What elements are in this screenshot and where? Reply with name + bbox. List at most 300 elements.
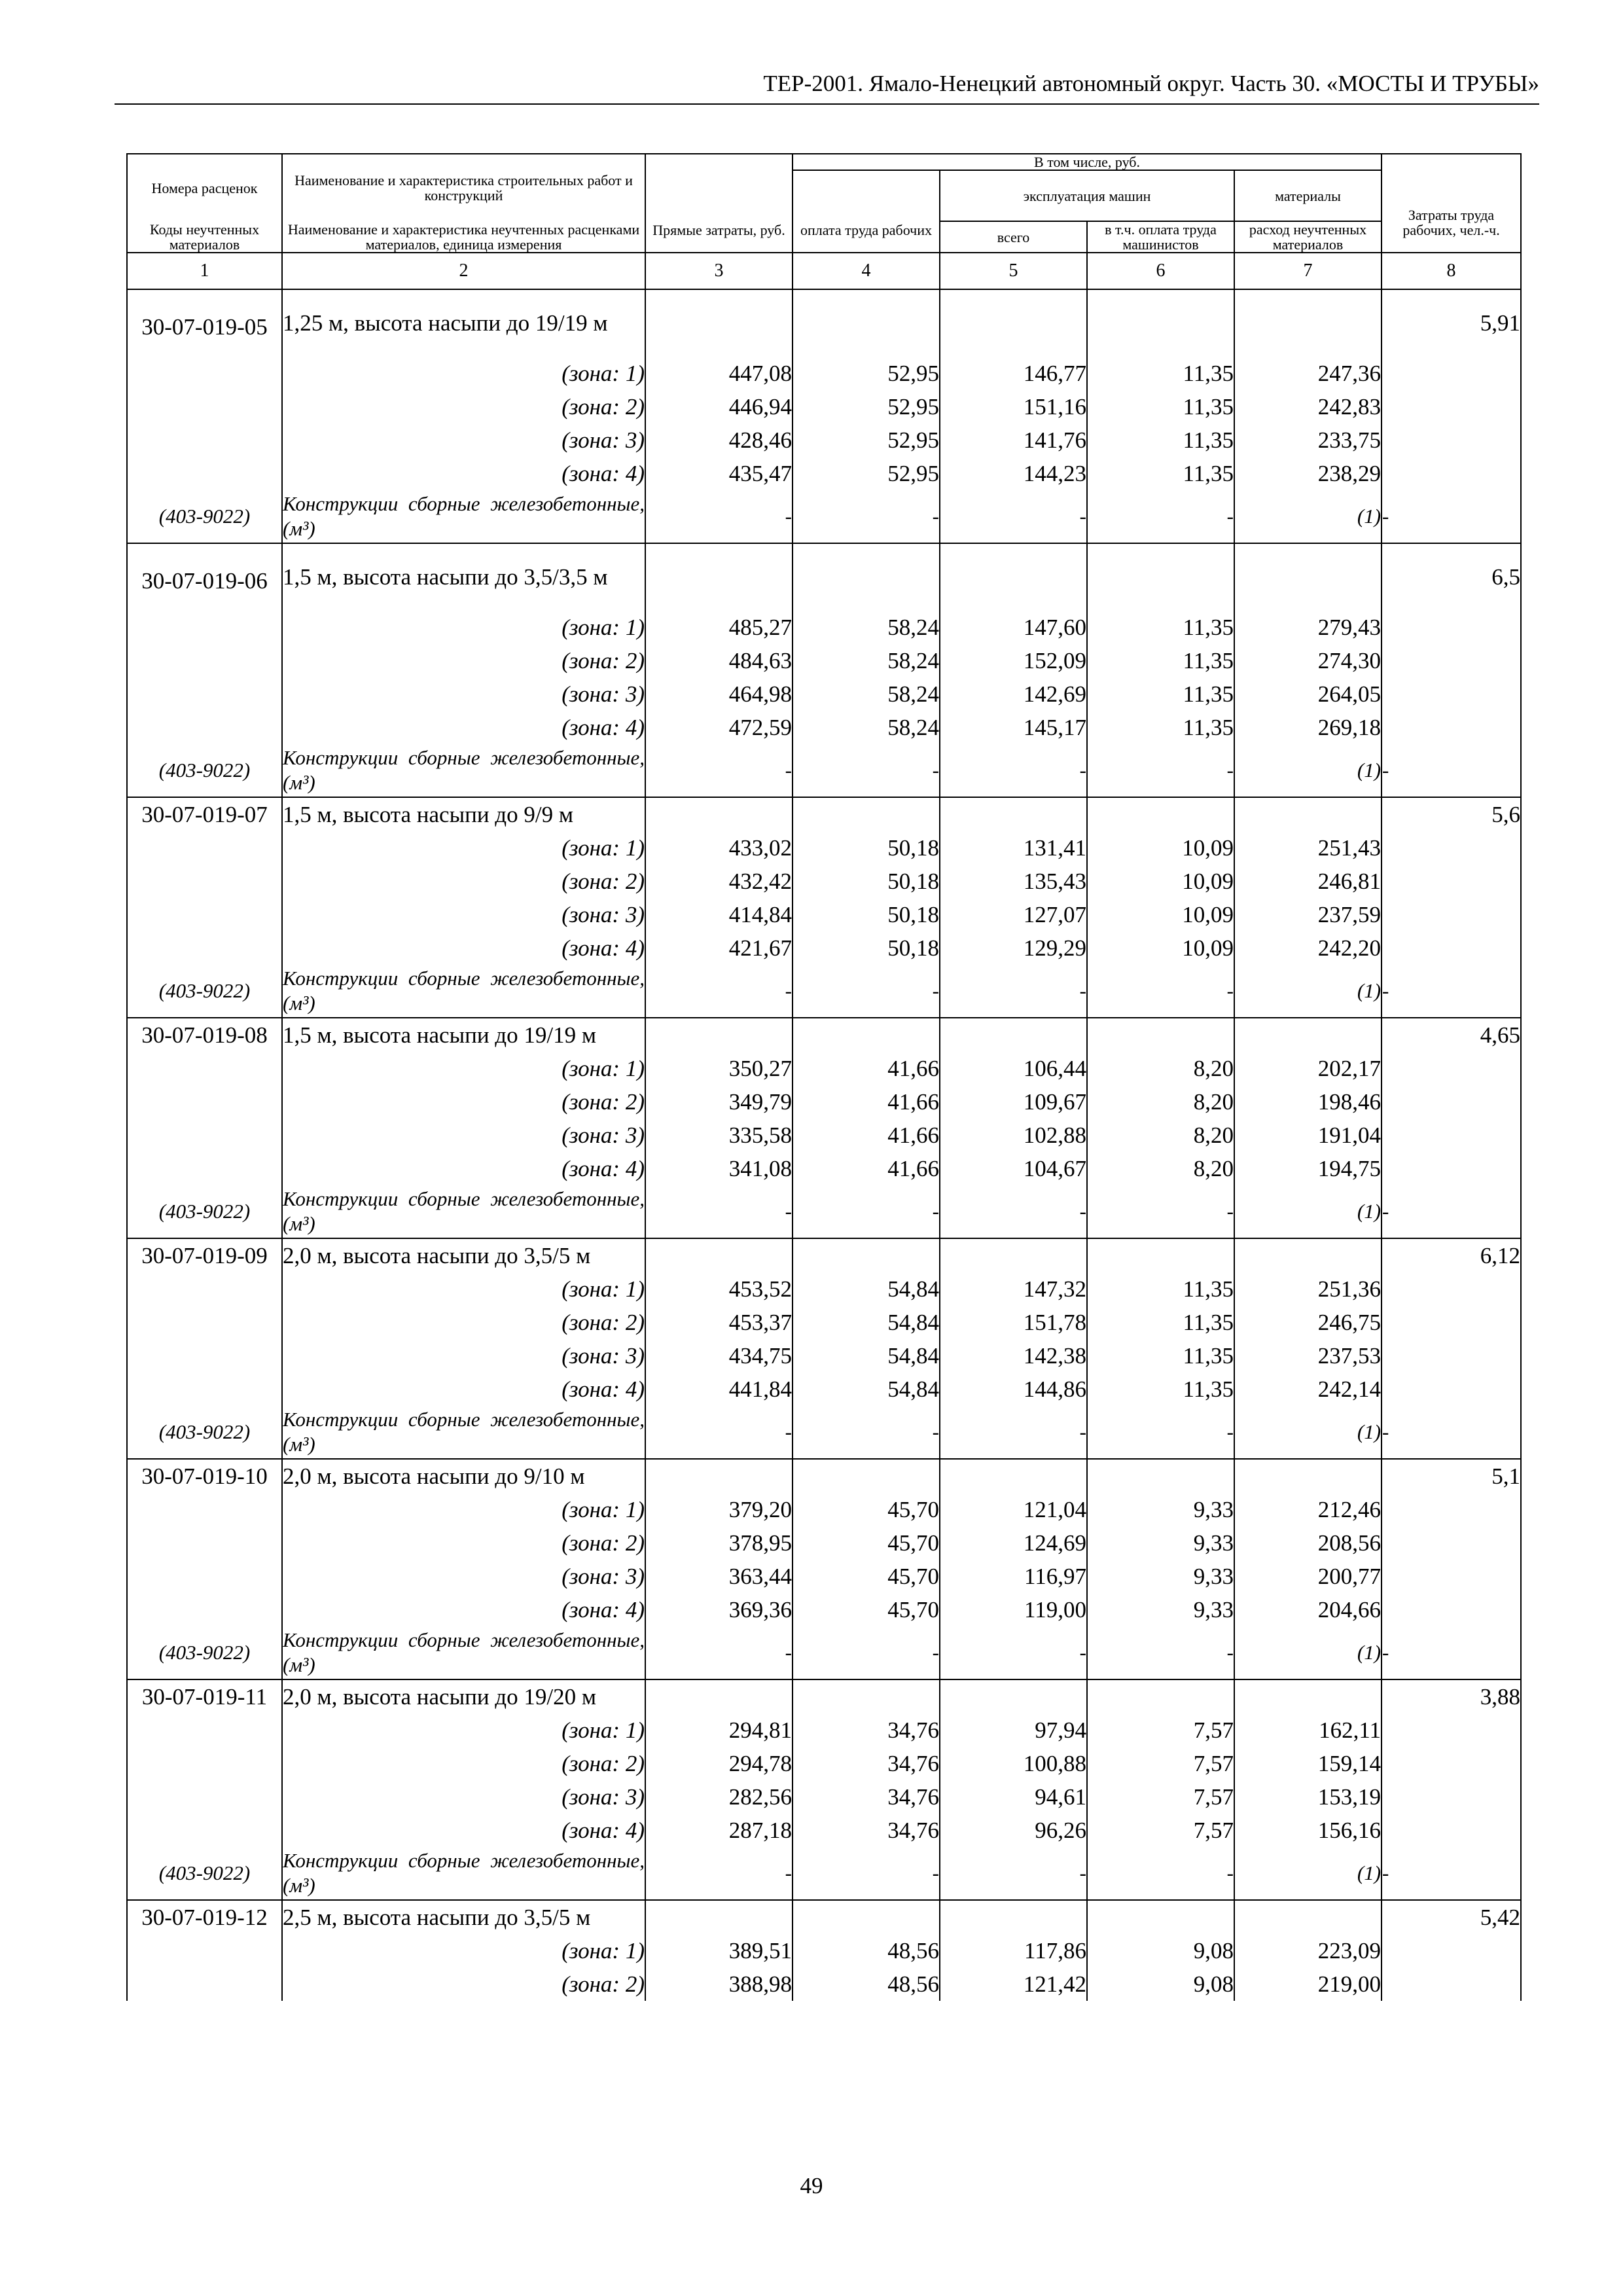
machines-total-value: 121,42 [940,1967,1087,2001]
rate-title-row [127,1459,1521,1493]
header-labor-costs: Затраты труда рабочих, чел.-ч. [1382,154,1521,253]
rate-title: 2,0 м, высота насыпи до 9/10 м [282,1459,645,1493]
operators-pay-value: - [1087,1185,1234,1238]
operators-pay-value: 11,35 [1087,1272,1234,1306]
empty-cell [1087,543,1234,611]
empty-cell [940,797,1087,831]
labor-costs-value: - [1382,1626,1521,1679]
rate-title-row [127,1018,1521,1052]
machines-total-value: - [940,1185,1087,1238]
header-materials: материалы [1234,170,1382,221]
empty-cell [1382,711,1521,744]
direct-costs-value: 432,42 [645,865,793,898]
materials-value: 238,29 [1234,457,1382,490]
empty-cell [1382,1339,1521,1372]
empty-cell [645,1238,793,1272]
workers-pay-value: 50,18 [793,831,940,865]
machines-total-value: - [940,965,1087,1018]
empty-cell [1382,457,1521,490]
direct-costs-value: 453,37 [645,1306,793,1339]
rate-code: 30-07-019-09 [127,1238,282,1272]
zone-row [127,931,1521,965]
rate-title-row [127,543,1521,611]
machines-total-value: 152,09 [940,644,1087,677]
zone-row [127,644,1521,677]
workers-pay-value: 41,66 [793,1052,940,1085]
direct-costs-value: 464,98 [645,677,793,711]
rate-entry [127,1018,1521,1238]
rate-title: 1,5 м, высота насыпи до 19/19 м [282,1018,645,1052]
workers-pay-value: 52,95 [793,357,940,390]
zone-row [127,1306,1521,1339]
column-number-row [127,253,1521,289]
column-number: 6 [1087,253,1234,289]
empty-cell [127,1306,282,1339]
material-code: (403-9022) [127,1626,282,1679]
zone-label: (зона: 1) [282,1493,645,1526]
empty-cell [127,1272,282,1306]
machines-total-value: 147,60 [940,611,1087,644]
operators-pay-value: 11,35 [1087,423,1234,457]
zone-row [127,1085,1521,1119]
direct-costs-value: 484,63 [645,644,793,677]
zone-label: (зона: 1) [282,1272,645,1306]
rate-title-row [127,1238,1521,1272]
labor-costs-value: 5,42 [1382,1900,1521,1934]
zone-label: (зона: 2) [282,644,645,677]
empty-cell [645,1459,793,1493]
zone-row [127,1713,1521,1747]
materials-value: 242,20 [1234,931,1382,965]
materials-value: 219,00 [1234,1967,1382,2001]
empty-cell [1382,1306,1521,1339]
operators-pay-value: 11,35 [1087,357,1234,390]
workers-pay-value: - [793,744,940,797]
workers-pay-value: 58,24 [793,644,940,677]
materials-value: 202,17 [1234,1052,1382,1085]
rate-title-row [127,1679,1521,1713]
labor-costs-value: 5,91 [1382,289,1521,357]
column-number: 5 [940,253,1087,289]
zone-label: (зона: 4) [282,1372,645,1406]
empty-cell [1382,898,1521,931]
empty-cell [127,457,282,490]
rate-entry [127,543,1521,797]
machines-total-value: 97,94 [940,1713,1087,1747]
material-consumption-value: (1) [1234,744,1382,797]
zone-row [127,1272,1521,1306]
zone-label: (зона: 2) [282,390,645,423]
materials-value: 159,14 [1234,1747,1382,1780]
operators-pay-value: 9,33 [1087,1526,1234,1560]
zone-row [127,1747,1521,1780]
empty-cell [127,1372,282,1406]
empty-cell [793,1459,940,1493]
zone-row [127,1152,1521,1185]
zone-row [127,1339,1521,1372]
workers-pay-value: 48,56 [793,1934,940,1967]
zone-label: (зона: 1) [282,611,645,644]
empty-cell [1087,1679,1234,1713]
empty-cell [1087,1238,1234,1272]
header-incl-rub: В том числе, руб. [793,154,1382,170]
zone-row [127,1372,1521,1406]
empty-cell [645,1018,793,1052]
direct-costs-value: 441,84 [645,1372,793,1406]
zone-row [127,831,1521,865]
operators-pay-value: 9,33 [1087,1560,1234,1593]
rate-title: 2,0 м, высота насыпи до 3,5/5 м [282,1238,645,1272]
empty-cell [1382,1593,1521,1626]
operators-pay-value: 10,09 [1087,898,1234,931]
workers-pay-value: 50,18 [793,898,940,931]
workers-pay-value: 45,70 [793,1560,940,1593]
rate-title: 2,0 м, высота насыпи до 19/20 м [282,1679,645,1713]
machines-total-value: 131,41 [940,831,1087,865]
labor-costs-value: - [1382,1847,1521,1900]
direct-costs-value: 421,67 [645,931,793,965]
material-code: (403-9022) [127,965,282,1018]
empty-cell [645,289,793,357]
operators-pay-value: 10,09 [1087,931,1234,965]
unaccounted-material-row [127,744,1521,797]
direct-costs-value: 379,20 [645,1493,793,1526]
empty-cell [127,677,282,711]
material-code: (403-9022) [127,744,282,797]
empty-cell [127,1780,282,1814]
zone-label: (зона: 3) [282,898,645,931]
empty-cell [127,1052,282,1085]
header-workers-pay: оплата труда рабочих [793,170,940,253]
labor-costs-value: 6,5 [1382,543,1521,611]
materials-value: 237,59 [1234,898,1382,931]
header-unaccounted-codes: Коды неучтенных материалов [127,221,282,253]
operators-pay-value: 11,35 [1087,1372,1234,1406]
operators-pay-value: 7,57 [1087,1747,1234,1780]
header-direct-costs: Прямые затраты, руб. [645,154,793,253]
machines-total-value: - [940,1626,1087,1679]
zone-row [127,457,1521,490]
rate-entry [127,289,1521,543]
operators-pay-value: 11,35 [1087,711,1234,744]
machines-total-value: 144,86 [940,1372,1087,1406]
machines-total-value: 96,26 [940,1814,1087,1847]
machines-total-value: - [940,744,1087,797]
rate-entry [127,1238,1521,1459]
zone-label: (зона: 2) [282,1747,645,1780]
direct-costs-value: - [645,1847,793,1900]
zone-row [127,423,1521,457]
direct-costs-value: - [645,965,793,1018]
machines-total-value: - [940,1406,1087,1459]
operators-pay-value: 11,35 [1087,1339,1234,1372]
zone-row [127,1934,1521,1967]
empty-cell [1382,1152,1521,1185]
material-code: (403-9022) [127,1185,282,1238]
materials-value: 242,14 [1234,1372,1382,1406]
header-machines-total: всего [940,221,1087,253]
empty-cell [127,711,282,744]
labor-costs-value: 4,65 [1382,1018,1521,1052]
direct-costs-value: 414,84 [645,898,793,931]
unaccounted-material-row [127,1185,1521,1238]
empty-cell [127,1526,282,1560]
rates-table [126,153,1522,2001]
empty-cell [1382,931,1521,965]
empty-cell [127,1814,282,1847]
direct-costs-value: 388,98 [645,1967,793,2001]
direct-costs-value: - [645,1626,793,1679]
empty-cell [1087,289,1234,357]
workers-pay-value: - [793,1847,940,1900]
operators-pay-value: - [1087,744,1234,797]
empty-cell [127,1747,282,1780]
machines-total-value: 151,78 [940,1306,1087,1339]
empty-cell [1382,1780,1521,1814]
material-name: Конструкции сборные железобетонные, (м³) [282,744,645,797]
workers-pay-value: - [793,1406,940,1459]
machines-total-value: 94,61 [940,1780,1087,1814]
material-name: Конструкции сборные железобетонные, (м³) [282,1847,645,1900]
zone-label: (зона: 4) [282,931,645,965]
rate-entry [127,1679,1521,1900]
materials-value: 212,46 [1234,1493,1382,1526]
zone-label: (зона: 3) [282,1119,645,1152]
materials-value: 237,53 [1234,1339,1382,1372]
empty-cell [1382,865,1521,898]
rate-title-row [127,797,1521,831]
operators-pay-value: 11,35 [1087,457,1234,490]
empty-cell [1382,677,1521,711]
zone-row [127,1814,1521,1847]
empty-cell [1234,1900,1382,1934]
empty-cell [1234,543,1382,611]
empty-cell [127,1560,282,1593]
empty-cell [1382,1713,1521,1747]
empty-cell [1382,1814,1521,1847]
material-consumption-value: (1) [1234,490,1382,543]
zone-label: (зона: 3) [282,677,645,711]
operators-pay-value: 11,35 [1087,677,1234,711]
operators-pay-value: 10,09 [1087,831,1234,865]
direct-costs-value: - [645,744,793,797]
operators-pay-value: 9,08 [1087,1967,1234,2001]
machines-total-value: 121,04 [940,1493,1087,1526]
operators-pay-value: 11,35 [1087,611,1234,644]
materials-value: 194,75 [1234,1152,1382,1185]
workers-pay-value: 41,66 [793,1152,940,1185]
empty-cell [1382,1747,1521,1780]
direct-costs-value: 485,27 [645,611,793,644]
empty-cell [1087,1459,1234,1493]
empty-cell [1382,1560,1521,1593]
workers-pay-value: 58,24 [793,677,940,711]
machines-total-value: - [940,1847,1087,1900]
labor-costs-value: 6,12 [1382,1238,1521,1272]
rate-entry [127,1459,1521,1679]
labor-costs-value: - [1382,965,1521,1018]
direct-costs-value: 287,18 [645,1814,793,1847]
empty-cell [1382,1526,1521,1560]
operators-pay-value: 8,20 [1087,1052,1234,1085]
workers-pay-value: 34,76 [793,1747,940,1780]
operators-pay-value: 11,35 [1087,644,1234,677]
operators-pay-value: 9,33 [1087,1493,1234,1526]
zone-label: (зона: 4) [282,711,645,744]
machines-total-value: 127,07 [940,898,1087,931]
labor-costs-value: - [1382,490,1521,543]
material-consumption-value: (1) [1234,1847,1382,1900]
column-number: 2 [282,253,645,289]
table-header [127,154,1521,289]
rate-code: 30-07-019-11 [127,1679,282,1713]
unaccounted-material-row [127,1626,1521,1679]
workers-pay-value: 54,84 [793,1372,940,1406]
unaccounted-material-row [127,1406,1521,1459]
operators-pay-value: 8,20 [1087,1119,1234,1152]
materials-value: 208,56 [1234,1526,1382,1560]
operators-pay-value: 10,09 [1087,865,1234,898]
materials-value: 233,75 [1234,423,1382,457]
empty-cell [127,1967,282,2001]
zone-label: (зона: 2) [282,1306,645,1339]
machines-total-value: 109,67 [940,1085,1087,1119]
labor-costs-value: 5,1 [1382,1459,1521,1493]
empty-cell [1382,1119,1521,1152]
rate-title-row [127,1900,1521,1934]
empty-cell [940,1238,1087,1272]
zone-row [127,898,1521,931]
empty-cell [1382,831,1521,865]
direct-costs-value: 350,27 [645,1052,793,1085]
machines-total-value: 135,43 [940,865,1087,898]
empty-cell [940,1018,1087,1052]
empty-cell [940,1679,1087,1713]
column-number: 4 [793,253,940,289]
machines-total-value: 129,29 [940,931,1087,965]
direct-costs-value: 472,59 [645,711,793,744]
workers-pay-value: 34,76 [793,1814,940,1847]
rate-title: 1,5 м, высота насыпи до 9/9 м [282,797,645,831]
empty-cell [127,423,282,457]
zone-label: (зона: 4) [282,1593,645,1626]
operators-pay-value: 9,08 [1087,1934,1234,1967]
zone-label: (зона: 3) [282,423,645,457]
material-consumption-value: (1) [1234,1406,1382,1459]
machines-total-value: 141,76 [940,423,1087,457]
zone-row [127,1593,1521,1626]
materials-value: 247,36 [1234,357,1382,390]
empty-cell [127,1713,282,1747]
empty-cell [940,543,1087,611]
zone-label: (зона: 3) [282,1560,645,1593]
zone-row [127,357,1521,390]
materials-value: 251,43 [1234,831,1382,865]
rate-code: 30-07-019-10 [127,1459,282,1493]
unaccounted-material-row [127,1847,1521,1900]
operators-pay-value: - [1087,965,1234,1018]
column-number: 7 [1234,253,1382,289]
workers-pay-value: 52,95 [793,390,940,423]
empty-cell [940,289,1087,357]
zone-label: (зона: 1) [282,831,645,865]
empty-cell [1382,1272,1521,1306]
machines-total-value: 119,00 [940,1593,1087,1626]
empty-cell [645,543,793,611]
workers-pay-value: 45,70 [793,1593,940,1626]
materials-value: 156,16 [1234,1814,1382,1847]
rate-title: 1,25 м, высота насыпи до 19/19 м [282,289,645,357]
materials-value: 251,36 [1234,1272,1382,1306]
empty-cell [940,1900,1087,1934]
direct-costs-value: 428,46 [645,423,793,457]
machines-total-value: 124,69 [940,1526,1087,1560]
labor-costs-value: - [1382,744,1521,797]
empty-cell [1382,1052,1521,1085]
direct-costs-value: 389,51 [645,1934,793,1967]
materials-value: 274,30 [1234,644,1382,677]
materials-value: 198,46 [1234,1085,1382,1119]
material-name: Конструкции сборные железобетонные, (м³) [282,1406,645,1459]
machines-total-value: 144,23 [940,457,1087,490]
empty-cell [1382,1493,1521,1526]
rate-code: 30-07-019-08 [127,1018,282,1052]
column-number: 3 [645,253,793,289]
empty-cell [127,357,282,390]
workers-pay-value: - [793,965,940,1018]
direct-costs-value: - [645,1406,793,1459]
empty-cell [1382,1372,1521,1406]
workers-pay-value: 54,84 [793,1272,940,1306]
empty-cell [1382,1085,1521,1119]
direct-costs-value: 434,75 [645,1339,793,1372]
material-consumption-value: (1) [1234,1626,1382,1679]
zone-label: (зона: 2) [282,1526,645,1560]
workers-pay-value: 34,76 [793,1780,940,1814]
zone-row [127,1052,1521,1085]
machines-total-value: 117,86 [940,1934,1087,1967]
empty-cell [1382,611,1521,644]
machines-total-value: 142,38 [940,1339,1087,1372]
empty-cell [127,644,282,677]
header-name-works: Наименование и характеристика строительных работ и конструкций [282,154,645,221]
operators-pay-value: 11,35 [1087,1306,1234,1339]
materials-value: 204,66 [1234,1593,1382,1626]
workers-pay-value: - [793,1626,940,1679]
empty-cell [127,1593,282,1626]
empty-cell [127,1339,282,1372]
zone-row [127,1780,1521,1814]
unaccounted-material-row [127,965,1521,1018]
direct-costs-value: 447,08 [645,357,793,390]
zone-label: (зона: 3) [282,1339,645,1372]
machines-total-value: 106,44 [940,1052,1087,1085]
empty-cell [127,898,282,931]
empty-cell [793,543,940,611]
material-consumption-value: (1) [1234,965,1382,1018]
direct-costs-value: 369,36 [645,1593,793,1626]
zone-label: (зона: 1) [282,1052,645,1085]
operators-pay-value: 8,20 [1087,1152,1234,1185]
rate-code: 30-07-019-06 [127,543,282,611]
zone-row [127,1560,1521,1593]
zone-label: (зона: 1) [282,1934,645,1967]
empty-cell [1382,644,1521,677]
zone-label: (зона: 4) [282,457,645,490]
operators-pay-value: - [1087,1406,1234,1459]
empty-cell [1234,1238,1382,1272]
operators-pay-value: 7,57 [1087,1814,1234,1847]
